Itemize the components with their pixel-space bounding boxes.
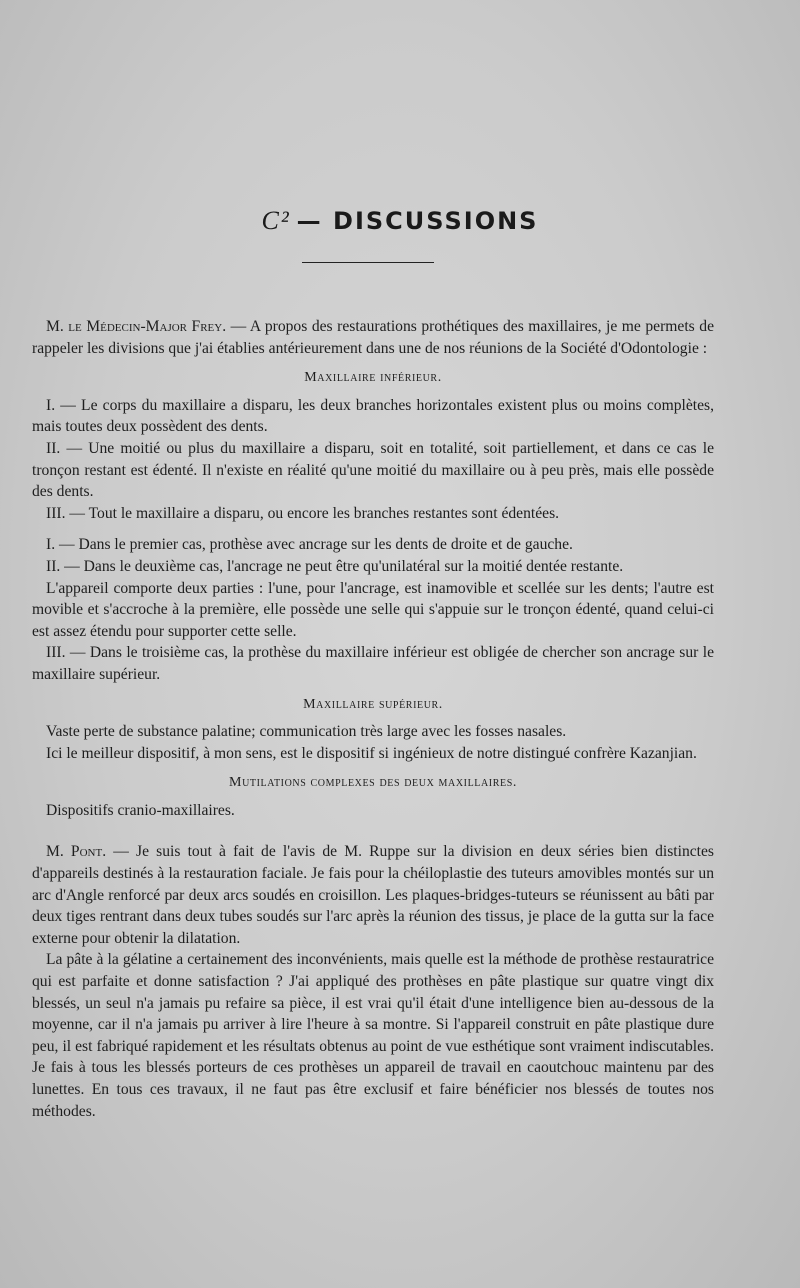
spacer [32,821,714,841]
subheading: Maxillaire inférieur. [304,370,442,386]
section-mark: C² [261,206,291,235]
speaker-name: M. Pont. [46,843,107,861]
title-rule [302,262,434,263]
document-body [32,316,714,1122]
paragraph: Ici le meilleur dispositif, à mon sens, est le dispositif si ingénieux de notre distingué confrère Kazanjian. [46,744,697,762]
paragraph: Dispositifs cranio-maxillaires. [46,801,235,819]
paragraph: I. — Dans le premier cas, prothèse avec ancrage sur les dents de droite et de gauche. [46,536,573,554]
paragraph [32,841,714,949]
subheading: Maxillaire supérieur. [303,696,443,712]
paragraph: II. — Une moitié ou plus du maxillaire a disparu, soit en totalité, soit partiellement, et dans ce cas le tronçon restant est édenté. Il n'existe en réalité qu'une moitié du maxillaire ou à peu près, mais elle possède des dents. [32,439,714,501]
paragraph: III. — Dans le troisième cas, la prothèse du maxillaire inférieur est obligée de chercher son ancrage sur le maxillaire supérieur. [32,644,714,683]
spacer [32,524,714,534]
paragraph: I. — Le corps du maxillaire a disparu, les deux branches horizontales existent plus ou moins complètes, mais toutes deux possèdent des dents. [32,396,714,436]
paragraph [32,316,714,359]
paragraph: II. — Dans le deuxième cas, l'ancrage ne peut être qu'unilatéral sur la moitié dentée restante. [46,557,624,575]
speaker-name: M. le Médecin-Major Frey. [46,318,227,335]
paragraph: III. — Tout le maxillaire a disparu, ou encore les branches restantes sont édentées. [46,504,560,522]
section-title [0,206,800,236]
paragraph: La pâte à la gélatine a certainement des inconvénients, mais quelle est la méthode de prothèse restauratrice qui est parfaite et donne satisfaction ? J'ai appliqué des prothèses en pâte plastique sur quatre vingt dix blessés, un seul n'a jamais pu refaire sa pièce, il est vrai qu'il était d'une intelligence bien au-dessous de la moyenne, car il n'a jamais pu arriver à lire l'heure à sa montre. Si l'appareil construit en pâte plastique dure peu, il est fabriqué rapidement et les résultats obtenus au point de vue esthétique sont vraiment indiscutables. Je fais à tous les blessés porteurs de ces prothèses un appareil de travail en caoutchouc maintenu par des lunettes. En tous ces travaux, il ne faut pas être exclusif et faire bénéficier nos blessés de toutes nos méthodes. [32,951,714,1120]
subheading: Mutilations complexes des deux maxillaires. [229,775,517,791]
paragraph: Vaste perte de substance palatine; communication très large avec les fosses nasales. [46,723,567,741]
paragraph-text: — A propos des restaurations prothétiques des maxillaires, je me permets de rappeler les divisions que j'ai établies antérieurement dans une de nos réunions de la Société d'Odontologie : [32,318,714,357]
section-title-text: — DISCUSSIONS [296,207,539,235]
paragraph: L'appareil comporte deux parties : l'une, pour l'ancrage, est inamovible et scellée sur les dents; l'autre est movible et s'accroche à la première, elle possède une selle qui s'appuie sur le tronçon édenté, quand celui-ci est assez étendu pour supporter cette selle. [32,579,714,640]
paragraph-text: — Je suis tout à fait de l'avis de M. Ruppe sur la division en deux séries bien distinctes d'appareils destinés à la restauration faciale. Je fais pour la chéiloplastie des tuteurs amovibles montés sur un arc d'Angle renforcé par deux arcs soudés en croisillon. Les plaques-bridges-tuteurs se réunissent au bâti par deux tiges rentrant dans deux tubes soudés sur l'arc après la réunion des tissus, je place de la gutta sur la face externe pour obtenir la dilatation. [32,843,714,947]
